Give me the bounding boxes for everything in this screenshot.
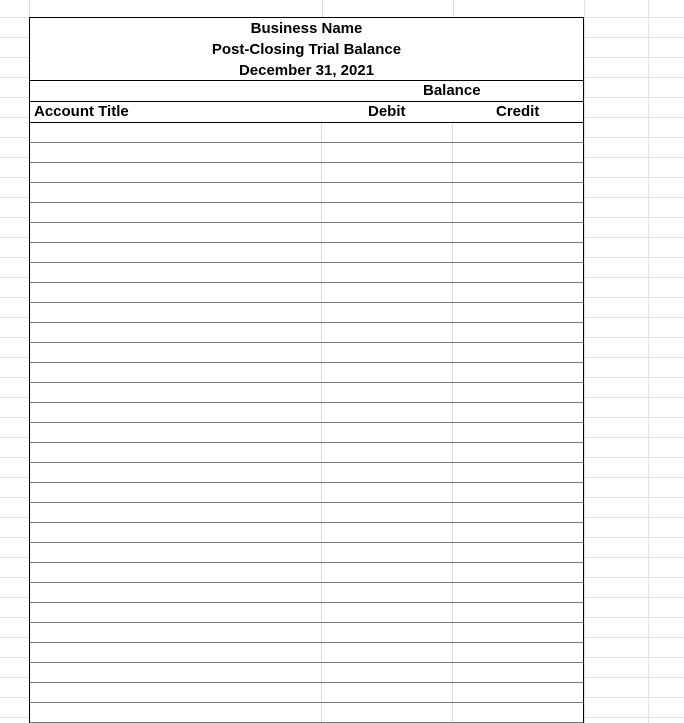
debit-cell[interactable]	[322, 563, 453, 582]
debit-cell[interactable]	[322, 203, 453, 222]
account-title-cell[interactable]	[30, 643, 322, 662]
table-row	[30, 143, 583, 163]
credit-cell[interactable]	[453, 243, 583, 262]
credit-cell[interactable]	[453, 303, 583, 322]
credit-cell[interactable]	[453, 403, 583, 422]
table-row	[30, 563, 583, 583]
credit-cell[interactable]	[453, 623, 583, 642]
table-row	[30, 163, 583, 183]
header-divider	[30, 80, 583, 81]
account-title-cell[interactable]	[30, 583, 322, 602]
account-title-cell[interactable]	[30, 203, 322, 222]
account-title-cell[interactable]	[30, 423, 322, 442]
table-row	[30, 503, 583, 523]
table-row	[30, 663, 583, 683]
debit-cell[interactable]	[322, 323, 453, 342]
account-title-cell[interactable]	[30, 123, 322, 142]
debit-cell[interactable]	[322, 403, 453, 422]
account-title-cell[interactable]	[30, 503, 322, 522]
debit-header[interactable]: Debit	[368, 103, 406, 120]
table-row	[30, 223, 583, 243]
credit-cell[interactable]	[453, 523, 583, 542]
credit-cell[interactable]	[453, 583, 583, 602]
table-row	[30, 623, 583, 643]
debit-cell[interactable]	[322, 363, 453, 382]
balance-group-header[interactable]: Balance	[423, 82, 481, 99]
account-title-cell[interactable]	[30, 683, 322, 702]
table-row	[30, 483, 583, 503]
debit-cell[interactable]	[322, 383, 453, 402]
credit-cell[interactable]	[453, 223, 583, 242]
account-title-cell[interactable]	[30, 383, 322, 402]
credit-header[interactable]: Credit	[496, 103, 540, 120]
credit-cell[interactable]	[453, 483, 583, 502]
business-name[interactable]: Business Name	[250, 20, 363, 37]
table-row	[30, 643, 583, 663]
credit-cell[interactable]	[453, 383, 583, 402]
debit-cell[interactable]	[322, 503, 453, 522]
account-title-cell[interactable]	[30, 143, 322, 162]
account-title-cell[interactable]	[30, 663, 322, 682]
account-title-cell[interactable]	[30, 483, 322, 502]
table-row	[30, 323, 583, 343]
account-title-cell[interactable]	[30, 223, 322, 242]
table-row	[30, 523, 583, 543]
debit-cell[interactable]	[322, 463, 453, 482]
credit-cell[interactable]	[453, 603, 583, 622]
table-row	[30, 463, 583, 483]
debit-cell[interactable]	[322, 443, 453, 462]
account-title-cell[interactable]	[30, 623, 322, 642]
table-row	[30, 343, 583, 363]
debit-cell[interactable]	[322, 523, 453, 542]
debit-cell[interactable]	[322, 423, 453, 442]
account-title-cell[interactable]	[30, 263, 322, 282]
credit-cell[interactable]	[453, 563, 583, 582]
account-title-cell[interactable]	[30, 243, 322, 262]
account-title-cell[interactable]	[30, 303, 322, 322]
account-title-cell[interactable]	[30, 563, 322, 582]
credit-cell[interactable]	[453, 503, 583, 522]
credit-cell[interactable]	[453, 423, 583, 442]
table-row	[30, 303, 583, 323]
entry-rows	[30, 123, 583, 723]
credit-cell[interactable]	[453, 443, 583, 462]
table-row	[30, 123, 583, 143]
account-title-cell[interactable]	[30, 343, 322, 362]
account-title-cell[interactable]	[30, 523, 322, 542]
credit-cell[interactable]	[453, 663, 583, 682]
table-row	[30, 363, 583, 383]
debit-cell[interactable]	[322, 123, 453, 142]
debit-cell[interactable]	[322, 343, 453, 362]
credit-cell[interactable]	[453, 643, 583, 662]
account-title-cell[interactable]	[30, 163, 322, 182]
debit-cell[interactable]	[322, 243, 453, 262]
credit-cell[interactable]	[453, 263, 583, 282]
credit-cell[interactable]	[453, 543, 583, 562]
report-title[interactable]: Post-Closing Trial Balance	[211, 41, 402, 58]
credit-cell[interactable]	[453, 183, 583, 202]
table-row	[30, 283, 583, 303]
table-row	[30, 683, 583, 703]
debit-cell[interactable]	[322, 623, 453, 642]
debit-cell[interactable]	[322, 143, 453, 162]
debit-cell[interactable]	[322, 683, 453, 702]
debit-cell[interactable]	[322, 703, 453, 722]
table-row	[30, 603, 583, 623]
credit-cell[interactable]	[453, 363, 583, 382]
credit-cell[interactable]	[453, 203, 583, 222]
table-row	[30, 403, 583, 423]
debit-cell[interactable]	[322, 163, 453, 182]
account-title-header[interactable]: Account Title	[34, 103, 129, 120]
credit-cell[interactable]	[453, 343, 583, 362]
debit-cell[interactable]	[322, 643, 453, 662]
debit-cell[interactable]	[322, 283, 453, 302]
account-title-cell[interactable]	[30, 403, 322, 422]
debit-cell[interactable]	[322, 303, 453, 322]
grid-column-line	[584, 0, 585, 723]
debit-cell[interactable]	[322, 483, 453, 502]
credit-cell[interactable]	[453, 463, 583, 482]
table-row	[30, 263, 583, 283]
debit-cell[interactable]	[322, 263, 453, 282]
credit-cell[interactable]	[453, 703, 583, 722]
table-row	[30, 183, 583, 203]
debit-cell[interactable]	[322, 543, 453, 562]
debit-cell[interactable]	[322, 223, 453, 242]
table-row	[30, 443, 583, 463]
credit-cell[interactable]	[453, 283, 583, 302]
account-title-cell[interactable]	[30, 543, 322, 562]
account-title-cell[interactable]	[30, 463, 322, 482]
account-title-cell[interactable]	[30, 443, 322, 462]
account-title-cell[interactable]	[30, 603, 322, 622]
account-title-cell[interactable]	[30, 703, 322, 722]
credit-cell[interactable]	[453, 323, 583, 342]
table-row	[30, 703, 583, 723]
report-date[interactable]: December 31, 2021	[238, 62, 375, 79]
account-title-cell[interactable]	[30, 183, 322, 202]
trial-balance-form	[29, 17, 584, 723]
account-title-cell[interactable]	[30, 323, 322, 342]
table-row	[30, 243, 583, 263]
credit-cell[interactable]	[453, 163, 583, 182]
debit-cell[interactable]	[322, 183, 453, 202]
credit-cell[interactable]	[453, 143, 583, 162]
table-row	[30, 383, 583, 403]
table-row	[30, 583, 583, 603]
debit-cell[interactable]	[322, 663, 453, 682]
grid-column-line	[648, 0, 649, 723]
table-row	[30, 423, 583, 443]
account-title-cell[interactable]	[30, 283, 322, 302]
table-row	[30, 203, 583, 223]
account-title-cell[interactable]	[30, 363, 322, 382]
table-row	[30, 543, 583, 563]
credit-cell[interactable]	[453, 123, 583, 142]
debit-cell[interactable]	[322, 603, 453, 622]
credit-cell[interactable]	[453, 683, 583, 702]
debit-cell[interactable]	[322, 583, 453, 602]
